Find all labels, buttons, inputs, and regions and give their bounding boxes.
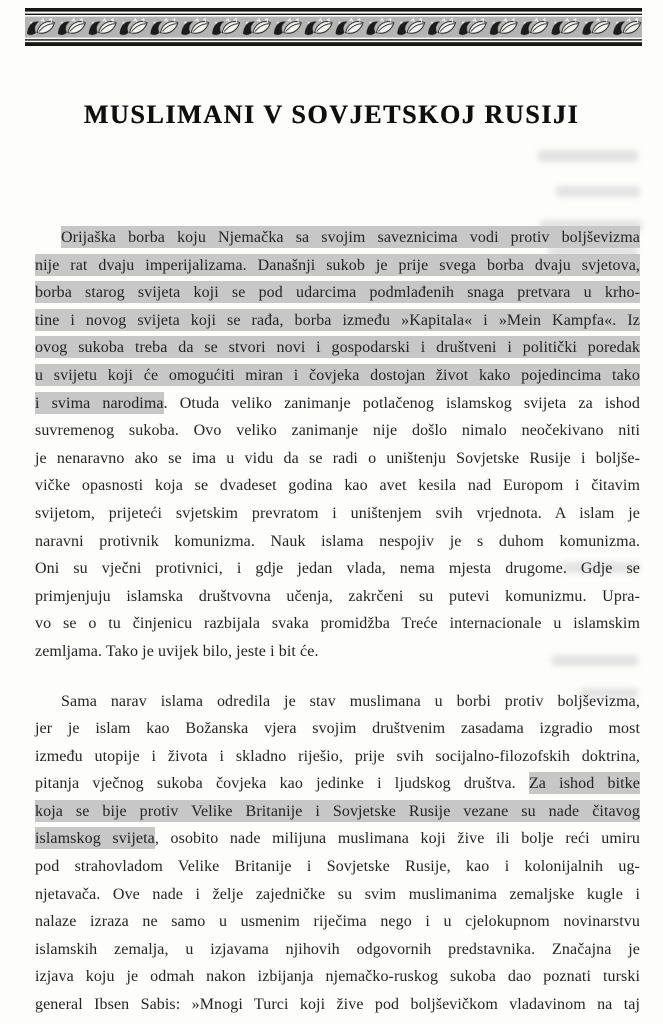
- text-line: [35, 963, 640, 991]
- text-line: [35, 853, 640, 881]
- page-title: MUSLIMANI V SOVJETSKOJ RUSIJI: [83, 100, 580, 129]
- text-line: [35, 610, 640, 638]
- highlighted-text: nije rat dvaju imperijalizama. Današnji sukob je prije svega borba dvaju svjetova,: [35, 254, 640, 276]
- text-line: [35, 936, 640, 964]
- text-line: [35, 279, 640, 307]
- highlighted-text: borba starog svijeta koji se pod udarcima podmlađenih snaga pretvara u krho-: [35, 281, 640, 303]
- highlighted-text: Orijaška borba koju Njemačka sa svojim saveznicima vodi protiv boljševizma: [61, 226, 640, 248]
- text-line: [35, 472, 640, 500]
- highlighted-text: koja se bije protiv Velike Britanije i Sovjetske Rusije vezane su nade čitavog: [35, 800, 640, 822]
- text-line: [35, 555, 640, 583]
- text-segment: primjenjuju islamska društvovna učenja, zakrčeni su putevi komunizmu. Upra-: [35, 587, 640, 605]
- text-line: [35, 417, 640, 445]
- text-line: [35, 252, 640, 280]
- text-segment: njetavača. Ove nade i želje zajedničke su svim muslimanima zemaljske kugle i: [35, 885, 640, 903]
- text-line: [35, 798, 640, 826]
- text-segment: između utopije i života i skladno riješio, prije svih socijalno-filozofskih doktrina,: [35, 747, 640, 765]
- highlighted-text: Za ishod bitke: [529, 772, 640, 794]
- paragraph: [35, 688, 640, 1019]
- text-line: [35, 445, 640, 473]
- highlighted-text: ovog sukoba treba da se stvori novi i gospodarski i društveni i politički poredak: [35, 336, 640, 358]
- text-segment: svijetom, prijeteći svjetskim prevratom i uništenjem svih vrjednota. A islam je: [35, 504, 640, 522]
- highlighted-text: i svima narodima: [35, 392, 164, 414]
- text-line: [35, 500, 640, 528]
- text-line: [35, 334, 640, 362]
- text-line: [35, 908, 640, 936]
- highlighted-text: u svijetu koji će omogućiti miran i čovjeka dostojan život kako pojedincima tako: [35, 364, 640, 386]
- text-line: [35, 638, 640, 666]
- text-segment: Sama narav islama odredila je stav muslimana u borbi protiv boljševizma,: [61, 692, 640, 710]
- highlighted-text: islamskog svijeta: [35, 827, 155, 849]
- text-segment: vičke opasnosti koja se dvadeset godina kao avet kesila nad Europom i čitavim: [35, 477, 640, 495]
- text-segment: islamskih zemalja, u izjavama njihovih odgovornih predstavnika. Značajna je: [35, 940, 640, 958]
- text-segment: general Ibsen Sabis: »Mnogi Turci koji žive pod boljševičkom vladavinom na taj: [35, 996, 640, 1014]
- text-line: [35, 583, 640, 611]
- highlighted-text: tine i novog svijeta koji se rađa, borba između »Kapitala« i »Mein Kampfa«. Iz: [35, 309, 640, 331]
- text-segment: pod strahovladom Velike Britanije i Sovjetske Rusije, kao i kolonijalnih ug-: [35, 858, 640, 876]
- text-line: [35, 688, 640, 716]
- text-segment: zemljama. Tako je uvijek bilo, jeste i bit će.: [35, 642, 319, 660]
- text-line: [35, 715, 640, 743]
- text-segment: jer je islam kao Božanska vjera svojim društvenim zasadama izgradio most: [35, 720, 640, 738]
- text-segment: suvremenog sukoba. Ovo veliko zanimanje nije došlo nimalo neočekivano niti: [35, 422, 640, 440]
- text-line: [35, 390, 640, 418]
- text-line: [35, 362, 640, 390]
- text-segment: nalaze izraza ne samo u usmenim riječima nego i u cjelokupnom novinarstvu: [35, 913, 640, 931]
- article-body: [35, 224, 640, 1019]
- text-line: [35, 825, 640, 853]
- text-segment: vo se o tu činjenicu razbijala svaka promidžba Treće internacionale u islamskim: [35, 615, 640, 633]
- text-segment: izjava koju je odmah nakon izbijanja njemačko-ruskog sukoba dao poznati turski: [35, 968, 640, 986]
- paragraph: [35, 224, 640, 666]
- text-segment: pitanja vječnog sukoba čovjeka kao jedinke i ljudskog društva.: [35, 775, 529, 793]
- ornamental-border: [25, 8, 642, 46]
- text-line: [35, 881, 640, 909]
- text-line: [35, 991, 640, 1019]
- text-segment: . Otuda veliko zanimanje potlačenog islamskog svijeta za ishod: [163, 394, 641, 412]
- scan-artifact: [538, 150, 638, 162]
- text-line: [35, 307, 640, 335]
- text-segment: Oni su vječni protivnici, i gdje jedan vlada, nema mjesta drugome. Gdje se: [35, 560, 640, 578]
- text-segment: , osobito nade milijuna muslimana koji žive ili bolje reći umiru: [154, 830, 640, 848]
- ornament-frieze: [25, 8, 642, 46]
- scan-artifact: [556, 186, 640, 197]
- text-line: [35, 528, 640, 556]
- text-segment: naravni protivnik komunizma. Nauk islama nespojiv je s duhom komunizma.: [35, 532, 640, 550]
- text-line: [35, 770, 640, 798]
- text-segment: je nenaravno ako se ima u vidu da se radi o uništenju Sovjetske Rusije i boljše-: [35, 449, 640, 467]
- text-line: [35, 224, 640, 252]
- text-line: [35, 743, 640, 771]
